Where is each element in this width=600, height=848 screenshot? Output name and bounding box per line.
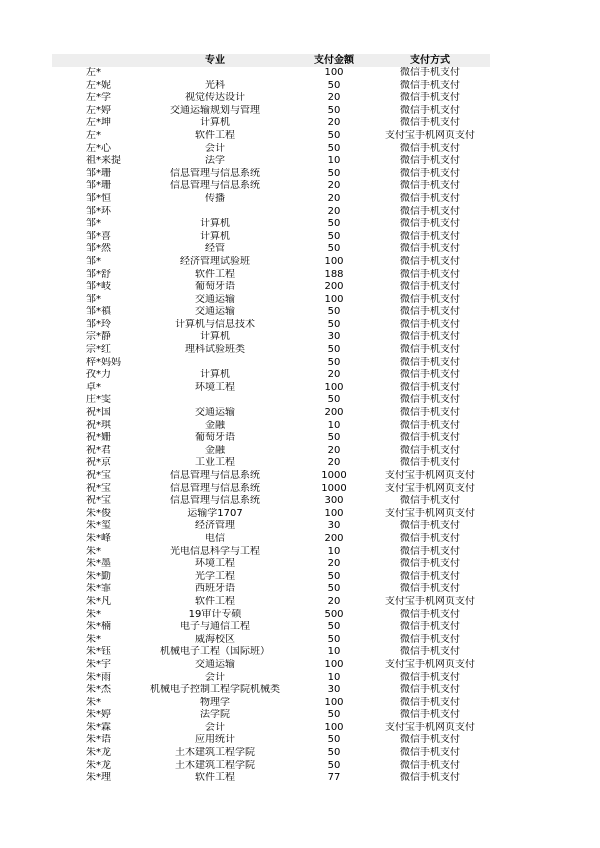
cell-name: 左*学	[86, 92, 111, 104]
table-row	[52, 357, 490, 370]
table-row	[52, 231, 490, 244]
cell-method: 微信手机支付	[400, 306, 460, 318]
cell-amount: 200	[324, 281, 344, 293]
cell-amount: 100	[324, 67, 344, 78]
cell-method: 微信手机支付	[400, 218, 460, 230]
cell-method: 微信手机支付	[400, 331, 460, 343]
table-row	[52, 180, 490, 193]
table-row	[52, 621, 490, 634]
cell-major: 应用统计	[195, 734, 235, 746]
cell-method: 支付宝手机网页支付	[385, 721, 475, 733]
cell-major: 会计	[205, 721, 225, 733]
cell-name: 宗*红	[86, 344, 111, 356]
cell-amount: 50	[327, 79, 341, 91]
table-row	[52, 193, 490, 206]
cell-name: 左*	[86, 67, 101, 78]
table-row	[52, 206, 490, 219]
cell-method: 微信手机支付	[400, 344, 460, 356]
table-row	[52, 722, 490, 735]
table-row	[52, 143, 490, 156]
table-row	[52, 760, 490, 773]
table-row	[52, 218, 490, 231]
cell-major: 物理学	[200, 696, 230, 708]
cell-amount: 20	[327, 457, 341, 469]
cell-name: 卓*	[86, 381, 101, 393]
cell-method: 支付宝手机网页支付	[385, 507, 475, 519]
cell-method: 微信手机支付	[400, 394, 460, 406]
cell-major: 计算机	[200, 230, 230, 242]
table-row	[52, 558, 490, 571]
cell-amount: 50	[327, 230, 341, 242]
cell-amount: 20	[327, 180, 341, 192]
cell-method: 微信手机支付	[400, 104, 460, 116]
cell-amount: 188	[324, 268, 344, 280]
cell-name: 朱*	[86, 696, 101, 708]
cell-amount: 300	[324, 495, 344, 507]
cell-method: 支付宝手机网页支付	[385, 129, 475, 141]
cell-major: 经管	[205, 243, 225, 255]
cell-method: 微信手机支付	[400, 67, 460, 78]
cell-amount: 50	[327, 583, 341, 595]
cell-name: 邹*喜	[86, 230, 111, 242]
cell-method: 微信手机支付	[400, 155, 460, 167]
cell-major: 信息管理与信息系统	[170, 482, 260, 494]
cell-name: 邹*环	[86, 205, 111, 217]
cell-name: 邹*	[86, 293, 101, 305]
cell-method: 微信手机支付	[400, 570, 460, 582]
table-row	[52, 105, 490, 118]
cell-name: 朱*雨	[86, 671, 111, 683]
cell-major: 传播	[205, 192, 225, 204]
table-row	[52, 344, 490, 357]
table-row	[52, 445, 490, 458]
cell-name: 左*	[86, 129, 101, 141]
cell-name: 朱*	[86, 633, 101, 645]
cell-major: 工业工程	[195, 457, 235, 469]
cell-amount: 100	[324, 507, 344, 519]
cell-method: 微信手机支付	[400, 205, 460, 217]
table-row	[52, 80, 490, 93]
cell-amount: 10	[327, 419, 341, 431]
table-row	[52, 609, 490, 622]
table-row	[52, 533, 490, 546]
cell-name: 朱*峰	[86, 532, 111, 544]
cell-name: 祝*京	[86, 457, 111, 469]
cell-amount: 77	[327, 772, 341, 784]
cell-method: 微信手机支付	[400, 419, 460, 431]
table-row	[52, 168, 490, 181]
cell-method: 微信手机支付	[400, 734, 460, 746]
cell-method: 微信手机支付	[400, 407, 460, 419]
cell-major: 葡萄牙语	[195, 281, 235, 293]
cell-name: 祖*来提	[86, 155, 121, 167]
cell-name: 朱*龙	[86, 747, 111, 759]
cell-amount: 50	[327, 759, 341, 771]
table-row	[52, 155, 490, 168]
cell-amount: 10	[327, 671, 341, 683]
cell-name: 祝*宝	[86, 482, 111, 494]
cell-method: 微信手机支付	[400, 532, 460, 544]
cell-amount: 50	[327, 747, 341, 759]
cell-method: 微信手机支付	[400, 369, 460, 381]
table-row	[52, 420, 490, 433]
table-row	[52, 331, 490, 344]
cell-amount: 200	[324, 532, 344, 544]
cell-name: 祝*宝	[86, 495, 111, 507]
cell-amount: 500	[324, 608, 344, 620]
cell-major: 计算机	[200, 331, 230, 343]
table-row	[52, 583, 490, 596]
cell-name: 朱*墨	[86, 558, 111, 570]
cell-amount: 50	[327, 167, 341, 179]
cell-major: 土木建筑工程学院	[175, 759, 255, 771]
header-major: 专业	[205, 55, 225, 66]
cell-amount: 10	[327, 545, 341, 557]
cell-amount: 50	[327, 356, 341, 368]
cell-name: 朱*宇	[86, 658, 111, 670]
table-row	[52, 659, 490, 672]
cell-amount: 50	[327, 621, 341, 633]
table-row	[52, 646, 490, 659]
cell-name: 庄*雯	[86, 394, 111, 406]
table-row	[52, 697, 490, 710]
header-row	[52, 54, 490, 67]
table-row	[52, 67, 490, 80]
cell-major: 软件工程	[195, 268, 235, 280]
cell-name: 邹*	[86, 255, 101, 267]
cell-method: 支付宝手机网页支付	[385, 658, 475, 670]
cell-name: 祝*君	[86, 444, 111, 456]
cell-method: 微信手机支付	[400, 444, 460, 456]
cell-method: 微信手机支付	[400, 696, 460, 708]
cell-method: 微信手机支付	[400, 684, 460, 696]
table-row	[52, 546, 490, 559]
cell-amount: 50	[327, 129, 341, 141]
cell-name: 邹*舒	[86, 268, 111, 280]
cell-method: 微信手机支付	[400, 671, 460, 683]
cell-name: 邹*	[86, 218, 101, 230]
cell-name: 朱*龙	[86, 759, 111, 771]
cell-amount: 50	[327, 318, 341, 330]
cell-method: 微信手机支付	[400, 457, 460, 469]
cell-name: 左*坤	[86, 117, 111, 129]
cell-name: 朱*钰	[86, 646, 111, 658]
cell-method: 微信手机支付	[400, 646, 460, 658]
cell-amount: 100	[324, 293, 344, 305]
cell-amount: 20	[327, 444, 341, 456]
table-row	[52, 571, 490, 584]
table-row	[52, 634, 490, 647]
cell-major: 法学	[205, 155, 225, 167]
cell-method: 微信手机支付	[400, 281, 460, 293]
cell-method: 微信手机支付	[400, 558, 460, 570]
cell-name: 朱*杰	[86, 684, 111, 696]
cell-amount: 20	[327, 558, 341, 570]
cell-major: 法学院	[200, 709, 230, 721]
cell-method: 微信手机支付	[400, 583, 460, 595]
cell-method: 微信手机支付	[400, 747, 460, 759]
table-row	[52, 457, 490, 470]
cell-method: 微信手机支付	[400, 142, 460, 154]
table-row	[52, 294, 490, 307]
cell-name: 朱*凡	[86, 595, 111, 607]
cell-major: 信息管理与信息系统	[170, 167, 260, 179]
cell-major: 软件工程	[195, 129, 235, 141]
cell-method: 微信手机支付	[400, 230, 460, 242]
cell-major: 软件工程	[195, 772, 235, 784]
table-row	[52, 520, 490, 533]
cell-amount: 100	[324, 381, 344, 393]
cell-major: 葡萄牙语	[195, 432, 235, 444]
cell-amount: 30	[327, 684, 341, 696]
cell-major: 信息管理与信息系统	[170, 180, 260, 192]
cell-amount: 20	[327, 369, 341, 381]
cell-name: 邹*岐	[86, 281, 111, 293]
cell-major: 软件工程	[195, 595, 235, 607]
cell-major: 视觉传达设计	[185, 92, 245, 104]
cell-amount: 100	[324, 721, 344, 733]
cell-amount: 50	[327, 432, 341, 444]
cell-major: 电子与通信工程	[180, 621, 250, 633]
cell-method: 微信手机支付	[400, 633, 460, 645]
cell-major	[132, 357, 298, 370]
cell-major: 金融	[205, 419, 225, 431]
cell-method: 微信手机支付	[400, 318, 460, 330]
cell-major: 理科试验班类	[185, 344, 245, 356]
table-row	[52, 269, 490, 282]
table-row	[52, 92, 490, 105]
cell-major: 环境工程	[195, 381, 235, 393]
cell-major: 光科	[205, 79, 225, 91]
cell-method: 支付宝手机网页支付	[385, 595, 475, 607]
cell-method: 微信手机支付	[400, 243, 460, 255]
cell-name: 朱*楠	[86, 621, 111, 633]
table-row	[52, 772, 490, 785]
table-row	[52, 281, 490, 294]
cell-amount: 30	[327, 331, 341, 343]
cell-name: 朱*理	[86, 772, 111, 784]
cell-name: 祝*琪	[86, 419, 111, 431]
cell-name: 朱*	[86, 608, 101, 620]
cell-major: 土木建筑工程学院	[175, 747, 255, 759]
table-row	[52, 508, 490, 521]
table-row	[52, 470, 490, 483]
cell-method: 微信手机支付	[400, 772, 460, 784]
cell-major: 金融	[205, 444, 225, 456]
cell-name: 邹*然	[86, 243, 111, 255]
table-row	[52, 394, 490, 407]
cell-name: 左*妮	[86, 79, 111, 91]
cell-major: 计算机	[200, 117, 230, 129]
cell-amount: 20	[327, 117, 341, 129]
cell-name: 孜*力	[86, 369, 111, 381]
cell-name: 左*婷	[86, 104, 111, 116]
cell-name: 祝*姗	[86, 432, 111, 444]
header-method: 支付方式	[410, 55, 450, 66]
cell-amount: 20	[327, 192, 341, 204]
cell-amount: 20	[327, 595, 341, 607]
cell-major: 光学工程	[195, 570, 235, 582]
cell-method: 微信手机支付	[400, 117, 460, 129]
cell-amount: 1000	[321, 470, 347, 481]
cell-major: 西班牙语	[195, 583, 235, 595]
cell-amount: 20	[327, 92, 341, 104]
table-body	[52, 67, 490, 785]
cell-name: 邹*玲	[86, 318, 111, 330]
cell-major: 经济管理试验班	[180, 255, 250, 267]
cell-method: 支付宝手机网页支付	[385, 482, 475, 494]
cell-method: 微信手机支付	[400, 167, 460, 179]
cell-method: 微信手机支付	[400, 268, 460, 280]
cell-name: 祝*国	[86, 407, 111, 419]
cell-method: 微信手机支付	[400, 495, 460, 507]
cell-major	[132, 67, 298, 80]
cell-major	[132, 394, 298, 407]
cell-major: 交通运输规划与管理	[170, 104, 260, 116]
table-row	[52, 483, 490, 496]
cell-major: 威海校区	[195, 633, 235, 645]
table-row	[52, 256, 490, 269]
cell-method: 微信手机支付	[400, 192, 460, 204]
cell-name: 祝*宝	[86, 470, 111, 481]
table-row	[52, 596, 490, 609]
table-row	[52, 747, 490, 760]
cell-major: 运输学1707	[187, 507, 243, 519]
cell-method: 支付宝手机网页支付	[385, 470, 475, 481]
cell-amount: 50	[327, 306, 341, 318]
cell-major: 机械电子控制工程学院机械类	[150, 684, 280, 696]
table-row	[52, 369, 490, 382]
cell-name: 邹*珊	[86, 167, 111, 179]
cell-amount: 50	[327, 218, 341, 230]
cell-method: 微信手机支付	[400, 709, 460, 721]
cell-amount: 200	[324, 407, 344, 419]
header-name	[52, 54, 132, 67]
cell-major: 计算机与信息技术	[175, 318, 255, 330]
cell-method: 微信手机支付	[400, 520, 460, 532]
cell-method: 微信手机支付	[400, 545, 460, 557]
cell-major: 会计	[205, 142, 225, 154]
cell-amount: 10	[327, 646, 341, 658]
header-amount: 支付金额	[314, 55, 354, 66]
table-row	[52, 382, 490, 395]
cell-name: 朱*语	[86, 734, 111, 746]
table-row	[52, 306, 490, 319]
table-row	[52, 432, 490, 445]
cell-major: 会计	[205, 671, 225, 683]
cell-major: 交通运输	[195, 293, 235, 305]
cell-amount: 100	[324, 658, 344, 670]
cell-method: 微信手机支付	[400, 293, 460, 305]
table-row	[52, 684, 490, 697]
cell-major: 信息管理与信息系统	[170, 470, 260, 481]
table-row	[52, 495, 490, 508]
cell-name: 朱*玺	[86, 520, 111, 532]
cell-method: 微信手机支付	[400, 255, 460, 267]
cell-method: 微信手机支付	[400, 759, 460, 771]
cell-major	[132, 206, 298, 219]
cell-method: 微信手机支付	[400, 180, 460, 192]
cell-method: 微信手机支付	[400, 356, 460, 368]
cell-amount: 100	[324, 696, 344, 708]
table-row	[52, 407, 490, 420]
cell-amount: 50	[327, 570, 341, 582]
cell-amount: 100	[324, 255, 344, 267]
cell-major: 19审计专硕	[188, 608, 242, 620]
cell-amount: 50	[327, 104, 341, 116]
cell-name: 宗*静	[86, 331, 111, 343]
cell-name: 朱*俊	[86, 507, 111, 519]
cell-amount: 50	[327, 243, 341, 255]
cell-major: 信息管理与信息系统	[170, 495, 260, 507]
cell-major: 计算机	[200, 369, 230, 381]
cell-major: 光电信息科学与工程	[170, 545, 260, 557]
cell-amount: 30	[327, 520, 341, 532]
cell-amount: 50	[327, 734, 341, 746]
cell-major: 交通运输	[195, 407, 235, 419]
cell-major: 计算机	[200, 218, 230, 230]
cell-major: 机械电子工程（国际班）	[160, 646, 270, 658]
cell-method: 微信手机支付	[400, 608, 460, 620]
cell-amount: 50	[327, 344, 341, 356]
table-row	[52, 734, 490, 747]
cell-name: 邹*恒	[86, 192, 111, 204]
cell-amount: 50	[327, 633, 341, 645]
table-row	[52, 709, 490, 722]
cell-name: 朱*霏	[86, 583, 111, 595]
table-row	[52, 117, 490, 130]
cell-method: 微信手机支付	[400, 381, 460, 393]
donation-table	[52, 54, 490, 785]
cell-method: 微信手机支付	[400, 92, 460, 104]
cell-name: 邹*珊	[86, 180, 111, 192]
cell-method: 微信手机支付	[400, 432, 460, 444]
table-row	[52, 319, 490, 332]
cell-name: 朱*	[86, 545, 101, 557]
cell-amount: 1000	[321, 482, 347, 494]
table-row	[52, 130, 490, 143]
cell-name: 梓*妈妈	[86, 356, 121, 368]
cell-amount: 20	[327, 205, 341, 217]
cell-major: 经济管理	[195, 520, 235, 532]
cell-method: 微信手机支付	[400, 621, 460, 633]
cell-major: 电信	[205, 532, 225, 544]
cell-amount: 50	[327, 394, 341, 406]
cell-amount: 50	[327, 709, 341, 721]
cell-name: 邹*禛	[86, 306, 111, 318]
cell-name: 朱*勤	[86, 570, 111, 582]
cell-method: 微信手机支付	[400, 79, 460, 91]
cell-name: 左*心	[86, 142, 111, 154]
cell-amount: 50	[327, 142, 341, 154]
cell-amount: 10	[327, 155, 341, 167]
cell-name: 朱*霖	[86, 721, 111, 733]
cell-major: 环境工程	[195, 558, 235, 570]
table-row	[52, 243, 490, 256]
table-row	[52, 672, 490, 685]
cell-major: 交通运输	[195, 658, 235, 670]
cell-major: 交通运输	[195, 306, 235, 318]
cell-name: 朱*婷	[86, 709, 111, 721]
